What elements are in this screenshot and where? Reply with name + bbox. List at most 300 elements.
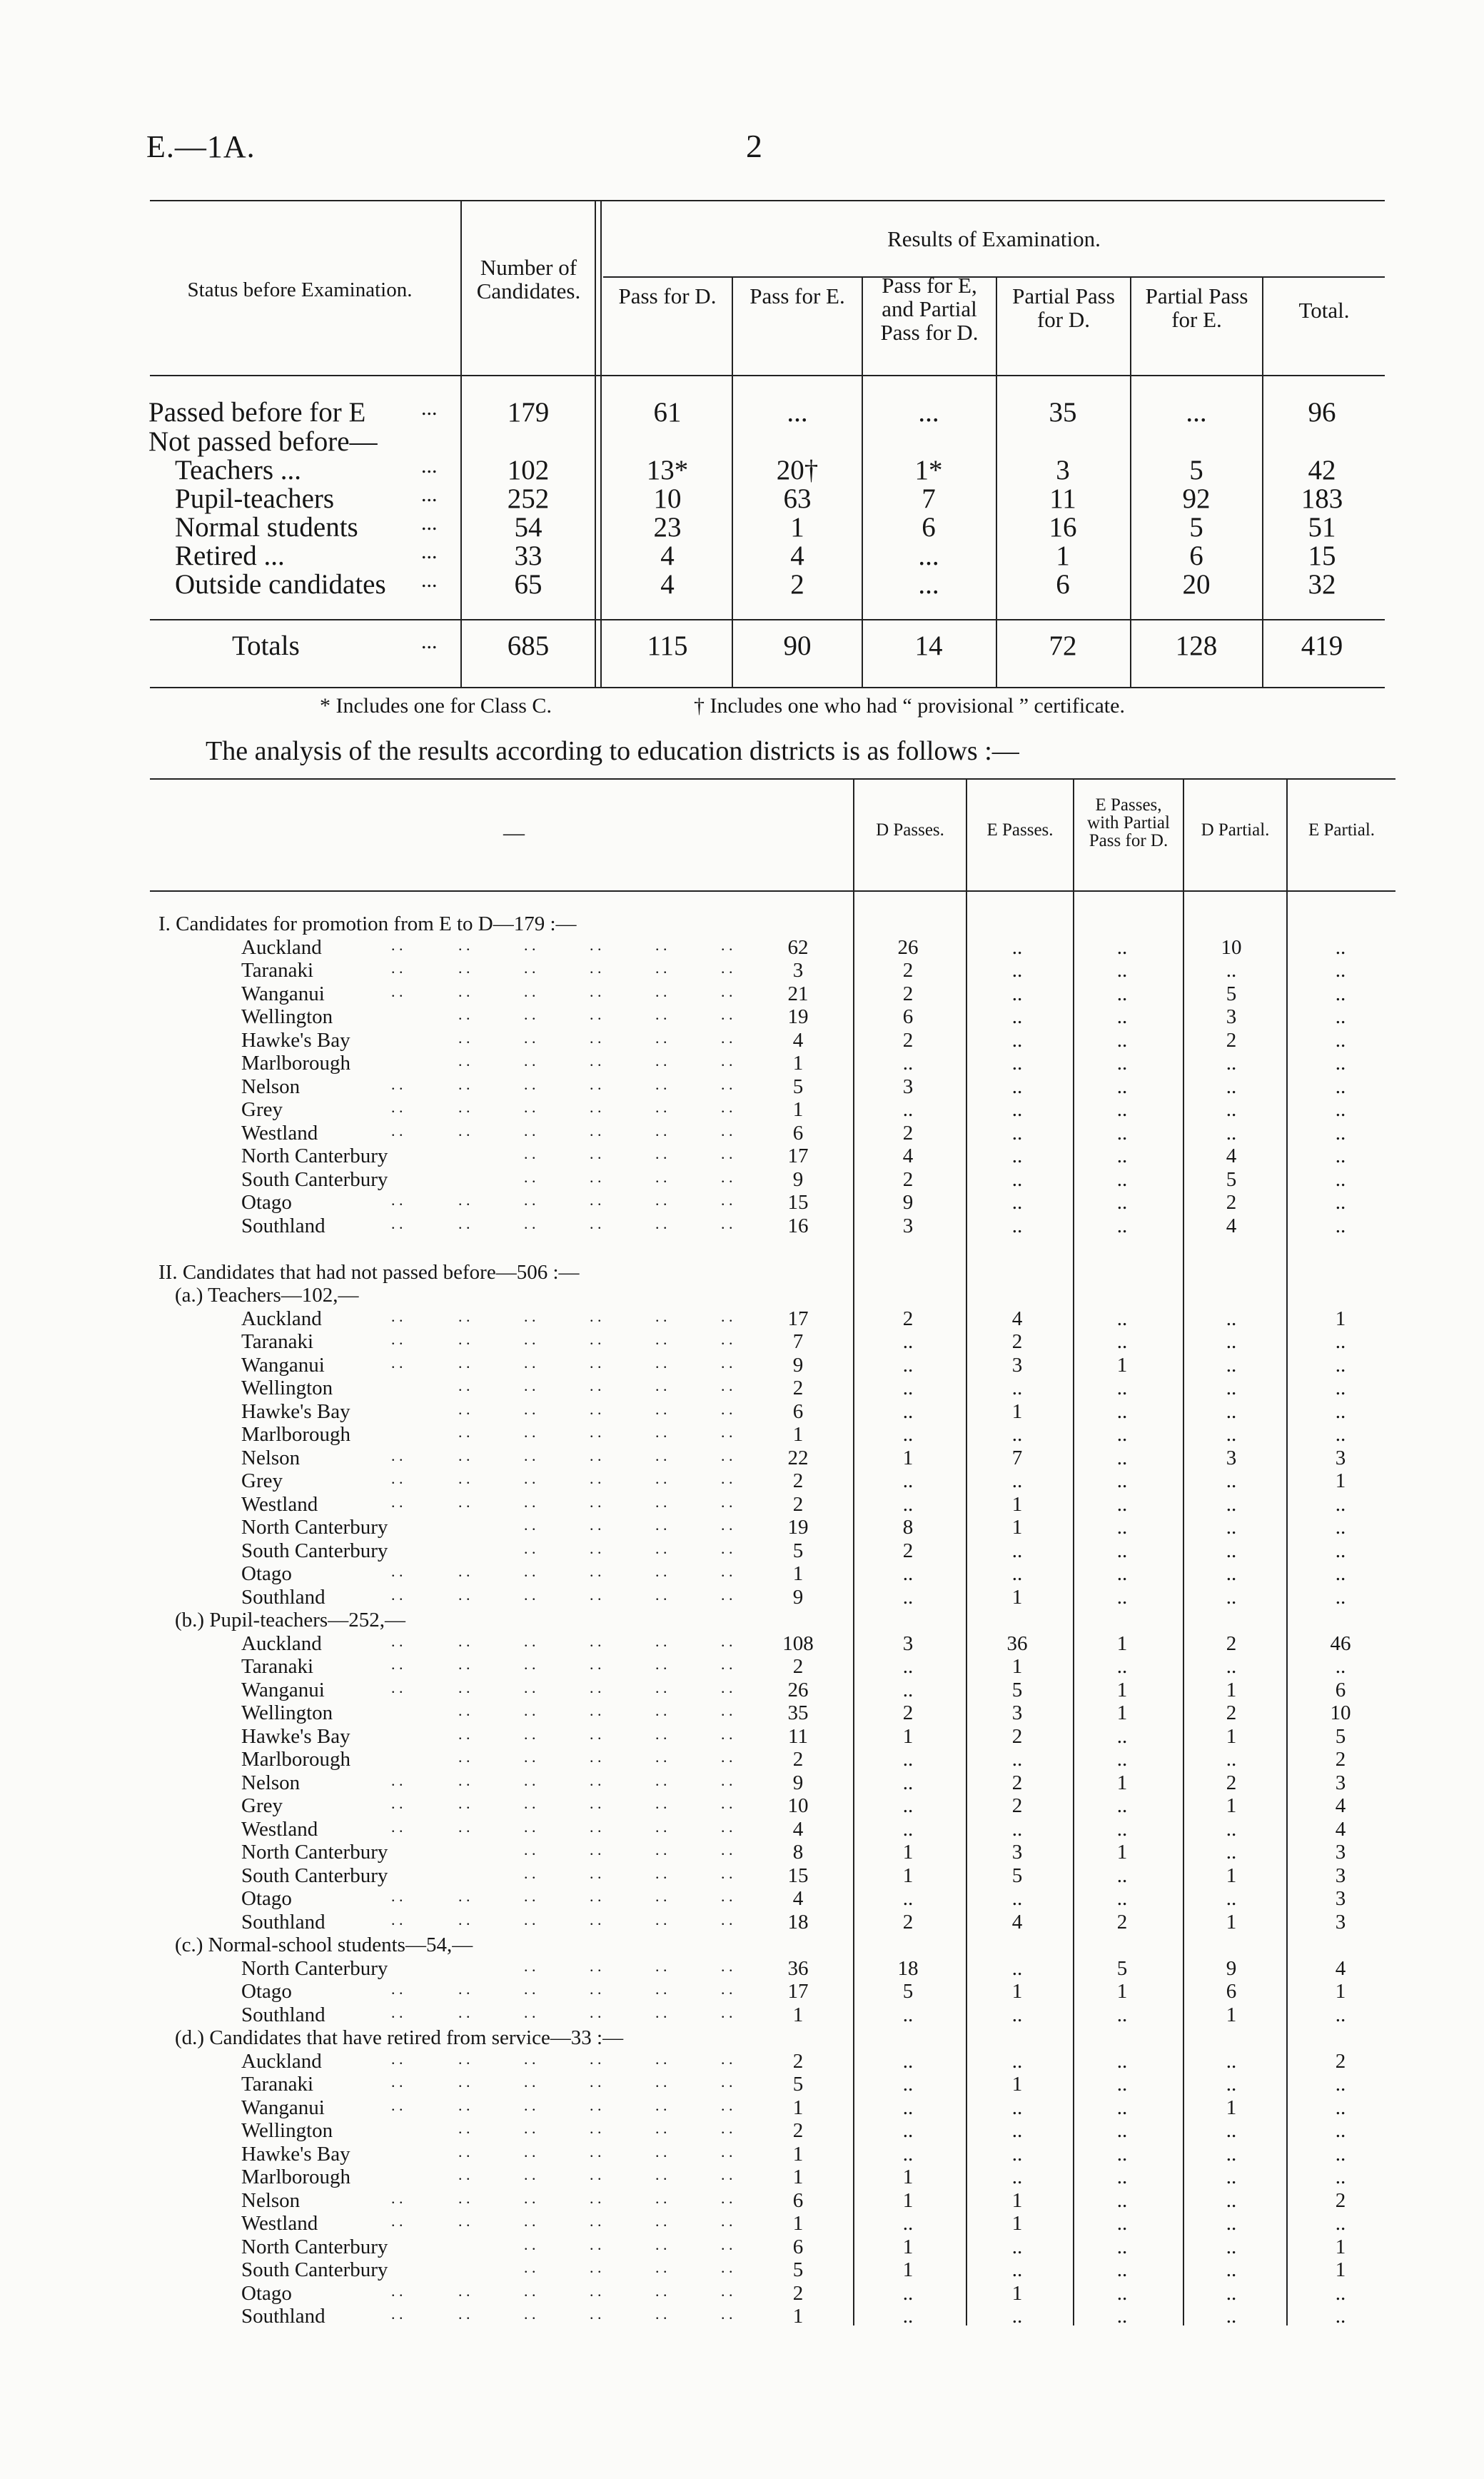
district-column-header: E Partial. (1308, 820, 1376, 840)
leader-dots: . . (590, 1586, 602, 1604)
leader-dots: . . (524, 1052, 536, 1070)
leader-dots: . . (721, 2119, 733, 2137)
leader-dots: . . (524, 936, 536, 954)
district-name: South Canterbury (241, 2258, 388, 2281)
leader-dots: . . (590, 1841, 602, 1859)
district-result-value: .. (1335, 2003, 1346, 2026)
leader-dots: . . (524, 1794, 536, 1812)
leader-dots: . . (721, 2166, 733, 2183)
district-result-value: .. (1011, 2305, 1023, 2328)
district-name: Auckland (241, 1307, 322, 1330)
result-value: 63 (783, 483, 812, 514)
district-result-value: 1 (1226, 2003, 1237, 2026)
district-result-value: 5 (902, 1980, 914, 2003)
leader-dots: . . (590, 1794, 602, 1812)
leader-dots: . . (458, 1980, 470, 1998)
district-name: Auckland (241, 1632, 322, 1655)
district-name: Southland (241, 1215, 325, 1237)
leader-dots: . . (458, 1794, 470, 1812)
district-name: Southland (241, 1586, 325, 1609)
district-result-value: .. (1116, 959, 1128, 982)
leader-dots: . . (458, 1307, 470, 1325)
leader-dots: . . (391, 1191, 403, 1209)
leader-dots: . . (524, 1307, 536, 1325)
leader-dots: . . (391, 1818, 403, 1836)
district-result-value: .. (1011, 2050, 1023, 2073)
district-candidates: 7 (792, 1330, 804, 1353)
leader-dots: . . (655, 2166, 667, 2183)
district-result-value: .. (1335, 1377, 1346, 1399)
district-result-value: .. (902, 1748, 914, 1771)
district-result-value: 8 (902, 1516, 914, 1539)
district-result-value: 1 (1011, 1400, 1023, 1423)
total-value: 90 (783, 630, 812, 661)
district-result-value: 3 (1335, 1887, 1346, 1910)
district-candidates: 3 (792, 959, 804, 982)
district-result-value: 3 (1226, 1005, 1237, 1028)
district-result-value: .. (1335, 936, 1346, 959)
column-header-candidates: Number of Candidates. (476, 255, 581, 303)
district-result-value: 2 (902, 1168, 914, 1191)
district-result-value: .. (1116, 2189, 1128, 2212)
total-value: 14 (914, 630, 943, 661)
leader-dots: . . (524, 1377, 536, 1394)
leader-dots: . . (655, 1191, 667, 1209)
district-result-value: .. (1226, 1516, 1237, 1539)
page-number: 2 (746, 128, 762, 164)
district-result-value: .. (1116, 1215, 1128, 1237)
leader-dots: . . (721, 1957, 733, 1975)
leader-dots: . . (721, 1539, 733, 1557)
district-name: Taranaki (241, 2073, 314, 2096)
leader-dots: . . (590, 1679, 602, 1696)
district-name: Otago (241, 1191, 292, 1214)
district-result-value: 2 (1226, 1191, 1237, 1214)
leader-dots: . . (391, 1887, 403, 1905)
leader-dots: . . (721, 1841, 733, 1859)
leader-dots: . . (524, 2166, 536, 2183)
leader-dots: . . (655, 1052, 667, 1070)
district-name: Hawke's Bay (241, 1725, 350, 1748)
district-candidates: 5 (792, 2258, 804, 2281)
district-column-header: D Partial. (1201, 820, 1270, 840)
leader-dots: . . (590, 2305, 602, 2323)
district-name: South Canterbury (241, 1168, 388, 1191)
district-result-value: .. (902, 2003, 914, 2026)
district-result-value: .. (1011, 1168, 1023, 1191)
district-result-value: .. (902, 1818, 914, 1841)
district-result-value: 2 (1116, 1911, 1128, 1934)
leader-dots: . . (524, 1191, 536, 1209)
leader-dots: . . (721, 1586, 733, 1604)
district-name: Wanganui (241, 2096, 325, 2119)
status-row-label: Teachers ... (175, 455, 302, 486)
district-candidates: 17 (787, 1145, 809, 1167)
leader-dots: . . (655, 1145, 667, 1162)
district-column-header: E Passes, with Partial Pass for D. (1087, 795, 1170, 850)
district-result-value: .. (1226, 1655, 1237, 1678)
leader-dots: . . (655, 1330, 667, 1348)
district-result-value: 2 (1226, 1029, 1237, 1052)
district-result-value: .. (1011, 2166, 1023, 2188)
district-result-value: .. (1116, 1748, 1128, 1771)
district-result-value: .. (1335, 1400, 1346, 1423)
leader-dots: . . (590, 2003, 602, 2021)
district-result-value: .. (1335, 1539, 1346, 1562)
district-result-value: 2 (1011, 1794, 1023, 1817)
leader-dots: . . (524, 1493, 536, 1511)
total-value: 115 (647, 630, 688, 661)
district-result-value: .. (1116, 1887, 1128, 1910)
result-value: 1 (1056, 540, 1070, 571)
district-result-value: 3 (1335, 1864, 1346, 1887)
district-result-value: 2 (902, 1122, 914, 1145)
district-candidates: 62 (787, 936, 809, 959)
leader-dots: . . (655, 1354, 667, 1372)
district-result-value: 6 (902, 1005, 914, 1028)
district-result-value: 7 (1011, 1447, 1023, 1469)
document-reference: E.—1A. (146, 129, 256, 164)
district-result-value: .. (1335, 1493, 1346, 1516)
district-result-value: 5 (1226, 982, 1237, 1005)
district-result-value: .. (1335, 2166, 1346, 2188)
district-result-value: 1 (1011, 2073, 1023, 2096)
column-divider (853, 780, 854, 2325)
leader-dots: . . (524, 1679, 536, 1696)
district-result-value: .. (902, 1354, 914, 1377)
district-result-value: .. (902, 2282, 914, 2305)
leader-dots: . . (590, 2050, 602, 2068)
district-result-value: 2 (902, 1029, 914, 1052)
district-result-value: .. (1116, 1586, 1128, 1609)
subsection-heading: (c.) Normal-school students—54,— (175, 1934, 473, 1956)
leader-dots: . . (590, 936, 602, 954)
district-result-value: 3 (1011, 1841, 1023, 1864)
leader-dots: . . (524, 2212, 536, 2230)
district-result-value: 1 (902, 2166, 914, 2188)
leader-dots: . . (590, 1725, 602, 1743)
district-column-header: D Passes. (876, 820, 944, 840)
district-result-value: 9 (1226, 1957, 1237, 1980)
district-result-value: .. (1116, 1400, 1128, 1423)
district-name: Wanganui (241, 982, 325, 1005)
leader-dots: . . (524, 2305, 536, 2323)
leader-dots: . . (524, 2073, 536, 2091)
district-name: Wellington (241, 1701, 333, 1724)
district-candidates: 15 (787, 1191, 809, 1214)
result-value: 13* (646, 455, 689, 486)
district-result-value: 5 (1335, 1725, 1346, 1748)
leader-dots: . . (590, 2258, 602, 2276)
leader-dots: . . (458, 1911, 470, 1929)
leader-dots: . . (590, 1075, 602, 1093)
leader-dots: . . (721, 2073, 733, 2091)
district-result-value: .. (1011, 1215, 1023, 1237)
column-divider (1183, 780, 1184, 2325)
result-value: 183 (1301, 483, 1343, 514)
leader-dots: . . (721, 1145, 733, 1162)
district-candidates: 22 (787, 1447, 809, 1469)
leader-dots: . . (590, 1818, 602, 1836)
leader-dots: . . (524, 1098, 536, 1116)
leader-dots: . . (721, 2305, 733, 2323)
leader-dots: . . (655, 1539, 667, 1557)
district-candidates: 2 (792, 1469, 804, 1492)
leader-dots: . . (524, 1447, 536, 1464)
leader-dots: . . (458, 2305, 470, 2323)
leader-dots: . . (721, 1215, 733, 1232)
subcolumn-header: Pass for D. (618, 283, 717, 308)
leader-dots: . . (590, 1215, 602, 1232)
district-name: Nelson (241, 2189, 301, 2212)
leader-dots: . . (391, 1679, 403, 1696)
leader-dots: . . (590, 1122, 602, 1140)
district-name: Westland (241, 1493, 318, 1516)
district-result-value: .. (1226, 2282, 1237, 2305)
district-result-value: 5 (1011, 1679, 1023, 1701)
leader-dots: . . (721, 1168, 733, 1186)
district-name: Marlborough (241, 1748, 351, 1771)
district-result-value: 3 (902, 1215, 914, 1237)
district-result-value: .. (902, 1562, 914, 1585)
leader-dots: . . (590, 1655, 602, 1673)
district-result-value: .. (1116, 1818, 1128, 1841)
leader-dots: . . (590, 1145, 602, 1162)
district-name: North Canterbury (241, 1516, 388, 1539)
district-result-value: .. (902, 1400, 914, 1423)
district-result-value: 2 (1335, 2189, 1346, 2212)
leader-dots: . . (655, 1168, 667, 1186)
district-candidates: 4 (792, 1887, 804, 1910)
leader-dots: . . (590, 1354, 602, 1372)
district-result-value: .. (1116, 1562, 1128, 1585)
district-result-value: .. (1011, 1145, 1023, 1167)
district-candidates: 1 (792, 2212, 804, 2235)
leader-dots: . . (655, 1377, 667, 1394)
result-value: 3 (1056, 455, 1070, 486)
leader-dots: . . (458, 1679, 470, 1696)
district-result-value: .. (1011, 2003, 1023, 2026)
district-result-value: .. (1011, 1748, 1023, 1771)
leader-dots: . . (721, 1005, 733, 1023)
district-name: Taranaki (241, 1655, 314, 1678)
candidates-count: 179 (507, 397, 550, 428)
district-result-value: .. (1226, 2119, 1237, 2142)
district-result-value: 10 (1221, 936, 1242, 959)
result-value: 32 (1308, 569, 1336, 600)
district-result-value: .. (1116, 2212, 1128, 2235)
district-result-value: 6 (1335, 1679, 1346, 1701)
leader-dots: . . (458, 1330, 470, 1348)
district-result-value: .. (1226, 2212, 1237, 2235)
district-name: Wanganui (241, 1354, 325, 1377)
leader-dots: . . (391, 1655, 403, 1673)
district-result-value: .. (902, 1586, 914, 1609)
district-result-value: 6 (1226, 1980, 1237, 2003)
district-result-value: .. (1335, 2282, 1346, 2305)
district-result-value: 1 (1335, 1307, 1346, 1330)
leader-dots: . . (590, 2236, 602, 2253)
leader-dots: . . (655, 1725, 667, 1743)
leader-dots: . . (721, 1075, 733, 1093)
leader-dots: . . (524, 1145, 536, 1162)
leader-dots: . . (721, 1679, 733, 1696)
leader-dots: . . (655, 1586, 667, 1604)
district-result-value: .. (1335, 1052, 1346, 1075)
district-result-value: .. (1116, 1307, 1128, 1330)
candidates-count: 65 (514, 569, 542, 600)
leader-dots: . . (458, 2166, 470, 2183)
result-value: 6 (922, 512, 936, 543)
leader-dots: . . (391, 2282, 403, 2300)
district-result-value: .. (1011, 1469, 1023, 1492)
result-value: 42 (1308, 455, 1336, 486)
district-result-value: 2 (1335, 2050, 1346, 2073)
district-candidates: 1 (792, 1562, 804, 1585)
district-result-value: .. (1335, 2096, 1346, 2119)
leader-dots: . . (590, 1562, 602, 1580)
leader-dots: . . (524, 1168, 536, 1186)
leader-dots: . . (458, 1701, 470, 1719)
leader-dots: . . (590, 1887, 602, 1905)
leader-dots: . . (655, 1400, 667, 1418)
district-result-value: .. (902, 1794, 914, 1817)
district-result-value: .. (1011, 1423, 1023, 1446)
candidates-count: 54 (514, 512, 542, 543)
district-result-value: 3 (1335, 1911, 1346, 1934)
leader-dots: . . (458, 1098, 470, 1116)
district-name: Auckland (241, 2050, 322, 2073)
column-divider (1286, 780, 1288, 2325)
subsection-heading: (b.) Pupil-teachers—252,— (175, 1609, 405, 1631)
leader-dots: . . (590, 1447, 602, 1464)
district-result-value: 2 (1226, 1771, 1237, 1794)
district-result-value: .. (1226, 1098, 1237, 1121)
leader-dots: . . (655, 2050, 667, 2068)
district-candidates: 2 (792, 2050, 804, 2073)
result-value: 92 (1182, 483, 1211, 514)
result-value: 6 (1189, 540, 1203, 571)
district-result-value: .. (1226, 1330, 1237, 1353)
district-result-value: .. (902, 1330, 914, 1353)
leader-dots: ... (421, 630, 438, 653)
district-result-value: 1 (1011, 1493, 1023, 1516)
district-name: Wellington (241, 1377, 333, 1399)
result-value: 15 (1308, 540, 1336, 571)
leader-dots: . . (590, 1957, 602, 1975)
leader-dots: . . (655, 2305, 667, 2323)
district-result-value: .. (1335, 1168, 1346, 1191)
district-result-value: .. (1011, 2096, 1023, 2119)
leader-dots: . . (391, 1330, 403, 1348)
leader-dots: . . (655, 2119, 667, 2137)
leader-dots: . . (524, 1957, 536, 1975)
leader-dots: . . (655, 1562, 667, 1580)
district-candidates: 6 (792, 2236, 804, 2258)
status-row-label: Pupil-teachers (175, 483, 335, 514)
leader-dots: . . (524, 2003, 536, 2021)
leader-dots: . . (458, 1632, 470, 1650)
status-row-label: Not passed before— (148, 426, 378, 457)
district-result-value: .. (1335, 1215, 1346, 1237)
leader-dots: . . (721, 1330, 733, 1348)
leader-dots: . . (458, 1215, 470, 1232)
district-result-value: 1 (902, 2236, 914, 2258)
leader-dots: . . (721, 1447, 733, 1464)
district-result-value: .. (1116, 1122, 1128, 1145)
district-result-value: .. (1011, 2236, 1023, 2258)
leader-dots: . . (458, 1377, 470, 1394)
subcolumn-header: Pass for E, and Partial Pass for D. (880, 273, 979, 345)
leader-dots: . . (524, 1215, 536, 1232)
leader-dots: . . (721, 2096, 733, 2114)
district-candidates: 108 (782, 1632, 814, 1655)
district-result-value: .. (1226, 2143, 1237, 2166)
leader-dots: . . (590, 2166, 602, 2183)
district-result-value: .. (1116, 1655, 1128, 1678)
leader-dots: . . (721, 1701, 733, 1719)
leader-dots: . . (458, 959, 470, 977)
district-result-value: .. (1011, 982, 1023, 1005)
district-result-value: .. (1116, 1330, 1128, 1353)
leader-dots: . . (524, 1354, 536, 1372)
district-result-value: 2 (1226, 1632, 1237, 1655)
district-result-value: .. (1116, 1145, 1128, 1167)
leader-dots: . . (590, 1980, 602, 1998)
district-result-value: 1 (1226, 1725, 1237, 1748)
result-value: 35 (1049, 397, 1077, 428)
leader-dots: . . (590, 1539, 602, 1557)
leader-dots: . . (524, 1122, 536, 1140)
district-result-value: .. (1011, 1052, 1023, 1075)
district-result-value: 1 (1011, 1980, 1023, 2003)
leader-dots: . . (721, 1377, 733, 1394)
district-candidates: 19 (787, 1005, 809, 1028)
leader-dots: . . (391, 1354, 403, 1372)
leader-dots: . . (458, 982, 470, 1000)
district-result-value: .. (1226, 1469, 1237, 1492)
district-result-value: .. (1116, 2143, 1128, 2166)
subcolumn-header: Total. (1298, 298, 1350, 323)
district-result-value: .. (1116, 2282, 1128, 2305)
leader-dots: . . (721, 2282, 733, 2300)
district-name: Otago (241, 1887, 292, 1910)
district-result-value: .. (1226, 1354, 1237, 1377)
district-name: Nelson (241, 1447, 301, 1469)
district-name: Southland (241, 1911, 325, 1934)
leader-dots: . . (458, 1075, 470, 1093)
district-result-value: 5 (1011, 1864, 1023, 1887)
district-result-value: .. (1011, 2258, 1023, 2281)
district-candidates: 9 (792, 1586, 804, 1609)
district-result-value: 4 (1335, 1794, 1346, 1817)
result-value: ... (787, 397, 808, 428)
district-result-value: .. (902, 1469, 914, 1492)
leader-dots: . . (721, 1307, 733, 1325)
district-result-value: 1 (1335, 2258, 1346, 2281)
district-result-value: .. (1116, 1725, 1128, 1748)
leader-dots: . . (590, 1052, 602, 1070)
district-candidates: 1 (792, 1098, 804, 1121)
leader-dots: . . (524, 2050, 536, 2068)
leader-dots: . . (524, 2282, 536, 2300)
leader-dots: . . (524, 1029, 536, 1047)
leader-dots: . . (391, 959, 403, 977)
result-value: 4 (660, 569, 675, 600)
district-candidates: 15 (787, 1864, 809, 1887)
leader-dots: . . (524, 1771, 536, 1789)
district-result-value: .. (1335, 1562, 1346, 1585)
